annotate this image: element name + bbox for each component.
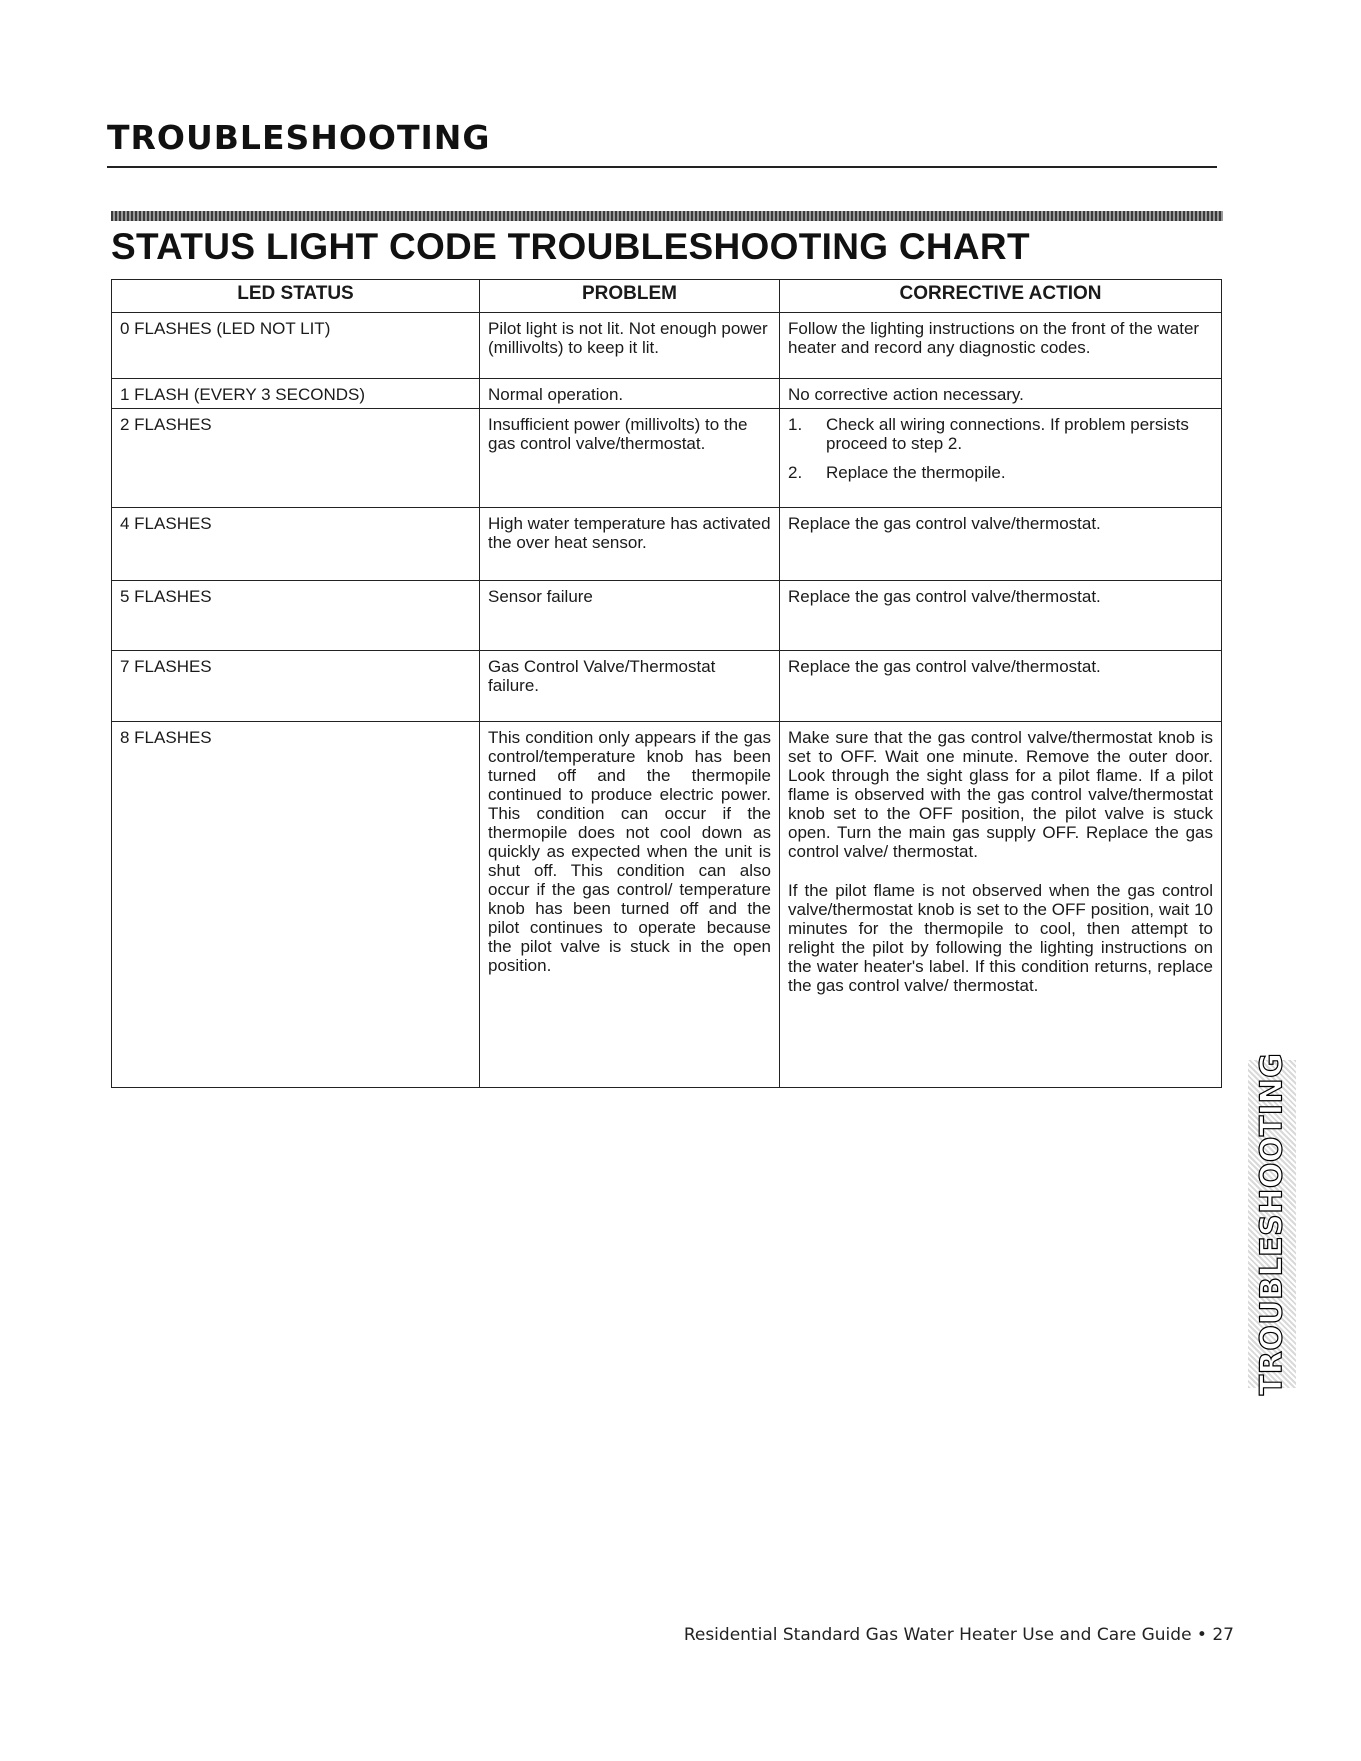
table-row	[112, 581, 1222, 651]
table-row	[112, 379, 1222, 409]
action-paragraph: If the pilot flame is not observed when the gas control valve/thermostat knob is set to the OFF position, wait 10 minutes for the thermopile to cool, then attempt to relight the pilot by following the lighting instructions on the water heater's label. If this condition returns, replace the gas control valve/ thermostat.	[788, 881, 1213, 995]
table-header-row	[112, 280, 1222, 313]
chart-header-bar	[111, 211, 1223, 221]
problem-cell: Normal operation.	[480, 379, 780, 409]
table-row	[112, 313, 1222, 379]
title-divider	[107, 166, 1217, 168]
problem-cell: This condition only appears if the gas control/temperature knob has been turned off and the thermopile continued to produce electric power. This condition can occur if the thermopile does not cool down as quickly as expected when the unit is shut off. This condition can also occur if the gas control/ temperature knob has been turned off and the pilot continues to operate because the pilot valve is stuck in the open position.	[480, 722, 780, 1088]
column-header-led-status: LED STATUS	[112, 280, 480, 313]
step-text: Check all wiring connections. If problem persists proceed to step 2.	[826, 415, 1189, 453]
step-number: 2.	[788, 463, 803, 482]
table-row	[112, 409, 1222, 508]
status-light-table	[111, 279, 1222, 1088]
action-paragraph: Make sure that the gas control valve/thermostat knob is set to OFF. Wait one minute. Remove the outer door. Look through the sight glass for a pilot flame. If a pilot flame is observed with the gas control valve/thermostat knob set to the OFF position, the pilot valve is stuck open. Turn the main gas supply OFF. Replace the gas control valve/ thermostat.	[788, 728, 1213, 861]
table-row	[112, 508, 1222, 581]
step-text: Replace the thermopile.	[826, 463, 1006, 482]
led-status-cell: 4 FLASHES	[112, 508, 480, 581]
page-title: TROUBLESHOOTING	[107, 118, 491, 157]
led-status-cell: 7 FLASHES	[112, 651, 480, 722]
problem-cell: Sensor failure	[480, 581, 780, 651]
corrective-action-cell	[780, 409, 1222, 508]
column-header-problem: PROBLEM	[480, 280, 780, 313]
step-number: 1.	[788, 415, 803, 434]
led-status-cell: 5 FLASHES	[112, 581, 480, 651]
problem-cell: Gas Control Valve/Thermostat failure.	[480, 651, 780, 722]
problem-cell: High water temperature has activated the over heat sensor.	[480, 508, 780, 581]
led-status-cell: 8 FLASHES	[112, 722, 480, 1088]
problem-cell: Insufficient power (millivolts) to the gas control valve/thermostat.	[480, 409, 780, 508]
action-step	[788, 463, 1213, 482]
corrective-action-cell: Replace the gas control valve/thermostat.	[780, 581, 1222, 651]
led-status-cell: 1 FLASH (EVERY 3 SECONDS)	[112, 379, 480, 409]
corrective-action-cell: Follow the lighting instructions on the front of the water heater and record any diagnostic codes.	[780, 313, 1222, 379]
led-status-cell: 2 FLASHES	[112, 409, 480, 508]
page-footer: Residential Standard Gas Water Heater Use and Care Guide • 27	[683, 1625, 1234, 1645]
column-header-corrective-action: CORRECTIVE ACTION	[780, 280, 1222, 313]
table-row	[112, 722, 1222, 1088]
side-tab-label: TROUBLESHOOTING	[1254, 1052, 1290, 1396]
corrective-action-cell: Replace the gas control valve/thermostat.	[780, 508, 1222, 581]
corrective-action-cell	[780, 722, 1222, 1088]
action-step	[788, 415, 1213, 453]
chart-title: STATUS LIGHT CODE TROUBLESHOOTING CHART	[111, 226, 1030, 267]
section-side-tab	[1248, 1052, 1296, 1396]
corrective-action-cell: Replace the gas control valve/thermostat.	[780, 651, 1222, 722]
corrective-action-cell: No corrective action necessary.	[780, 379, 1222, 409]
problem-cell: Pilot light is not lit. Not enough power (millivolts) to keep it lit.	[480, 313, 780, 379]
table-row	[112, 651, 1222, 722]
led-status-cell: 0 FLASHES (LED NOT LIT)	[112, 313, 480, 379]
